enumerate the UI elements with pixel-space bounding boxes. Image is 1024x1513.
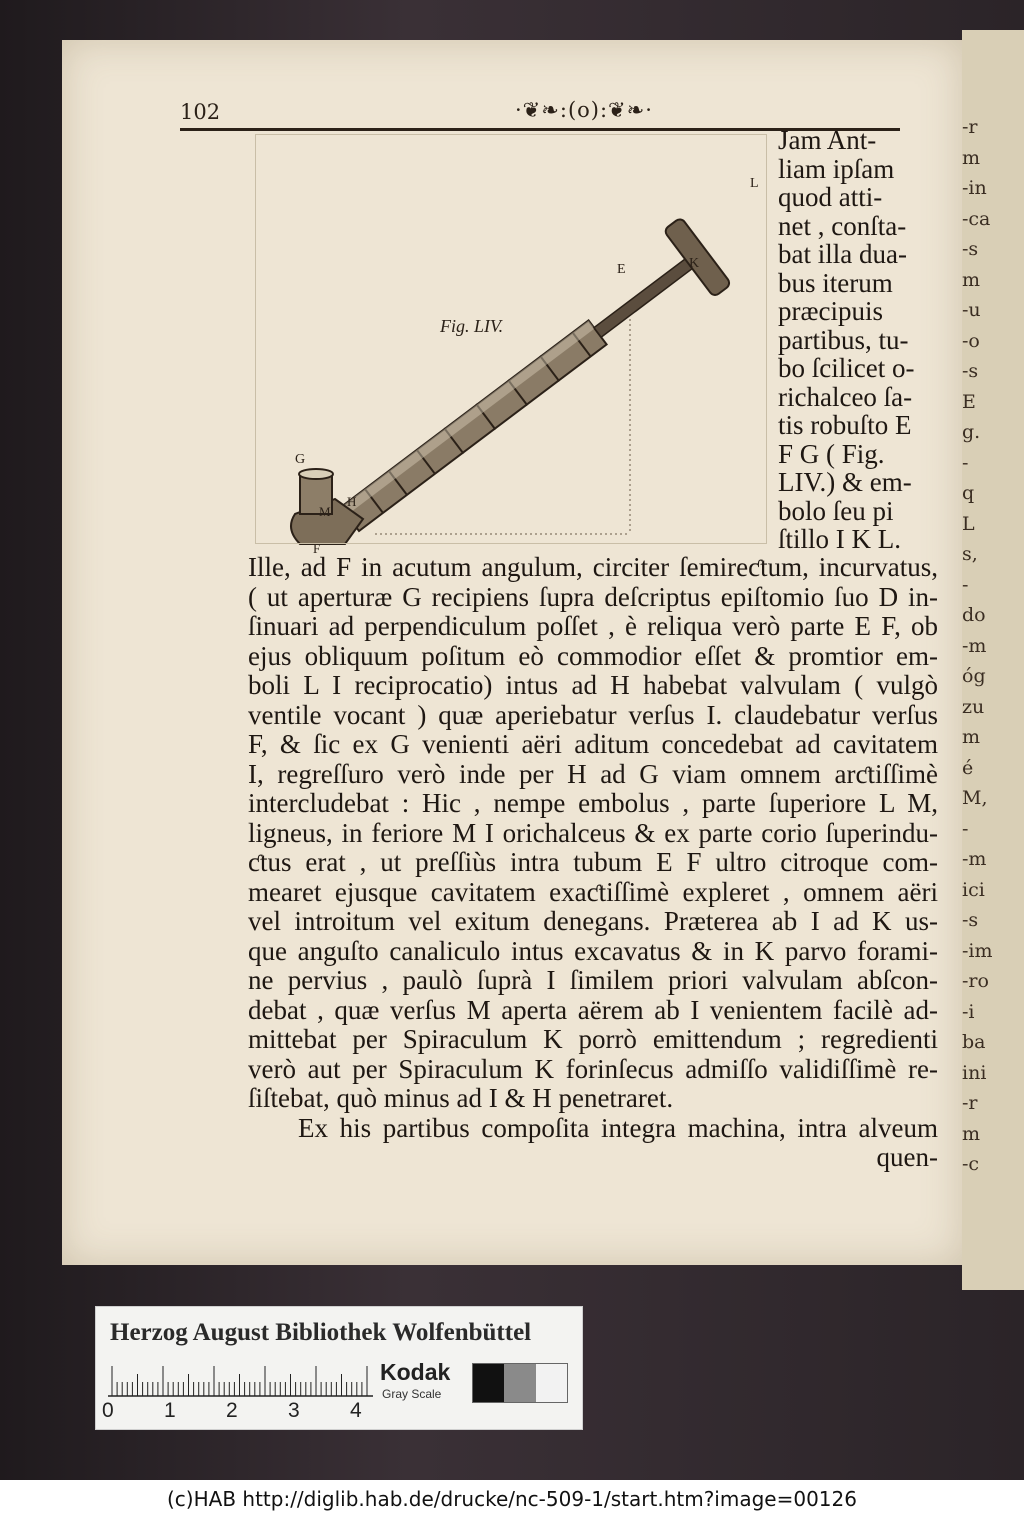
side-text-line: richalceo ſa- xyxy=(778,381,913,412)
facing-page-fragment: - xyxy=(962,817,969,840)
label-H: H xyxy=(347,494,357,509)
facing-page-fragment: -s xyxy=(962,238,979,260)
facing-page-fragment: m xyxy=(962,268,981,291)
color-target-card xyxy=(95,1306,583,1430)
facing-page-edge xyxy=(962,30,1024,1290)
facing-page-fragment: é xyxy=(962,756,974,779)
facing-page-fragment: -im xyxy=(962,939,993,962)
facing-page-fragment: -s xyxy=(962,909,979,931)
side-text-line: ſtillo I K L. xyxy=(778,524,901,554)
facing-page-fragment: ici xyxy=(962,878,985,901)
ruler-numbers xyxy=(102,1399,372,1423)
side-text-line: præcipuis xyxy=(778,296,883,326)
facing-page-fragment: m xyxy=(962,146,981,169)
facing-page-fragment: do xyxy=(962,604,986,626)
side-text-line: bolo ſeu pi xyxy=(778,495,894,526)
facing-page-fragment: M, xyxy=(962,787,988,809)
main-text-line: boli L I reciprocatio) intus ad H habebat valvulam ( vulgò xyxy=(248,670,938,700)
side-text-line: F G ( Fig. xyxy=(778,438,885,469)
facing-page-fragment: -in xyxy=(962,177,987,199)
ruler-number: 4 xyxy=(350,1399,362,1422)
facing-page-fragment: - xyxy=(962,451,969,474)
header-ornament: ·❦❧:(o):❦❧· xyxy=(515,98,653,122)
label-K: K xyxy=(689,256,700,271)
facing-page-fragment: -m xyxy=(962,634,987,657)
side-text-line: quod atti- xyxy=(778,182,883,212)
side-text-column xyxy=(778,126,943,554)
facing-page-fragment: -u xyxy=(962,299,981,321)
facing-page-fragment: q xyxy=(962,482,975,504)
kodak-logo: Kodak xyxy=(380,1359,451,1385)
facing-page-fragment: m xyxy=(962,726,981,748)
facing-page-fragment: - xyxy=(962,573,969,596)
gray-patches xyxy=(472,1363,568,1403)
source-caption: (c)HAB http://diglib.hab.de/drucke/nc-509-1/start.htm?image=00126 xyxy=(0,1486,1024,1513)
figure-caption: Fig. LIV. xyxy=(440,316,504,336)
main-text-line: I, regreſſuro verò inde per H ad G viam omnem arƈtiſſimè xyxy=(248,758,938,789)
facing-page-fragment: m xyxy=(962,1122,981,1145)
facing-page-fragment: g. xyxy=(962,421,981,443)
label-G: G xyxy=(295,452,306,467)
gray-patch xyxy=(504,1364,535,1402)
plate-frame xyxy=(255,134,767,544)
scale-ruler xyxy=(108,1363,373,1397)
main-text-line: ejus obliquum poſitum eò commodior eſſet & promtior em- xyxy=(248,640,938,671)
main-text-column xyxy=(248,553,938,1173)
main-text-line: F, & ſic ex G venienti aëri aditum concedebat ad cavitatem xyxy=(248,729,938,759)
side-text-line: bus iterum xyxy=(778,267,893,298)
main-text-line: que anguſto canaliculo intus excavatus & in K parvo forami- xyxy=(248,935,938,966)
gray-scale-label: Gray Scale xyxy=(382,1387,442,1401)
page-number: 102 xyxy=(180,100,221,124)
facing-page-fragment: -i xyxy=(962,1000,975,1023)
ruler-number: 3 xyxy=(288,1399,300,1422)
facing-page-fragment: -o xyxy=(962,329,980,352)
main-text-line: ſiſtebat, quò minus ad I & H penetraret. xyxy=(248,1083,674,1113)
ruler-number: 1 xyxy=(164,1399,176,1422)
page-header xyxy=(180,62,940,132)
facing-page-fragment: -s xyxy=(962,360,979,382)
side-text-line: bo ſcilicet o- xyxy=(778,353,915,383)
facing-page-fragment: ba xyxy=(962,1031,986,1053)
main-text-line: mearet ejusque cavitatem exaƈtiſſimè expleret , omnem aëri xyxy=(248,876,938,907)
facing-page-fragment: L xyxy=(962,512,975,535)
main-text-line: ne pervius , paulò ſuprà I ſimilem priori valvulam abſcon- xyxy=(248,965,938,995)
main-text-line: ſinuari ad perpendiculum poſſet , è reliqua verò parte E F, ob xyxy=(248,611,938,641)
ruler-number: 0 xyxy=(102,1399,114,1422)
library-name: Herzog August Bibliothek Wolfenbüttel xyxy=(110,1319,532,1346)
label-L: L xyxy=(750,176,759,191)
ruler-number: 2 xyxy=(226,1399,238,1422)
facing-page-fragment: óg xyxy=(962,665,986,687)
side-text-line: tis robuſto E xyxy=(778,410,912,440)
facing-page-fragment: zu xyxy=(962,695,985,718)
side-text-line: partibus, tu- xyxy=(778,324,909,355)
closing-text-line: quen- xyxy=(876,1142,938,1172)
facing-page-fragment: -ca xyxy=(962,207,991,230)
facing-page-fragment: s, xyxy=(962,543,978,565)
label-E: E xyxy=(617,262,626,277)
main-text-line: ligneus, in feriore M I orichalceus & ex parte corio ſuperindu- xyxy=(248,817,938,848)
main-text-line: ventile vocant ) quæ aperiebatur verſus I. claudebatur verſus xyxy=(248,699,938,730)
side-text-line: LIV.) & em- xyxy=(778,467,912,497)
main-text-line: debat , quæ verſus M aperta aërem ab I venientem facilè ad- xyxy=(248,994,938,1025)
facing-page-fragment: -m xyxy=(962,848,987,870)
main-text-line: verò aut per Spiraculum K forinſecus admiſſo validiſſimè re- xyxy=(248,1053,938,1084)
main-text-line: ( ut aperturæ G recipiens ſupra deſcriptus epiſtomio ſuo D in- xyxy=(248,581,938,612)
facing-page-fragment: -r xyxy=(962,116,978,138)
main-text-line: Ille, ad F in acutum angulum, circiter ſemireƈtum, incurvatus, xyxy=(248,552,938,582)
engraving-plate xyxy=(255,134,767,554)
gray-patch xyxy=(473,1364,504,1402)
side-text-line: net , conſta- xyxy=(778,210,907,241)
facing-page-fragment: -c xyxy=(962,1153,980,1175)
main-text-line: vel introitum vel exitum denegans. Præterea ab I ad K us- xyxy=(248,906,938,936)
closing-text-line: Ex his partibus compoſita integra machina, intra alveum xyxy=(298,1112,938,1143)
facing-page-fragment: ini xyxy=(962,1061,987,1084)
main-text-line: ƈtus erat , ut preſſiùs intra tubum E F ultro citroque com- xyxy=(248,847,938,877)
facing-page-fragment: -ro xyxy=(962,970,989,992)
facing-page-fragment: -r xyxy=(962,1092,978,1114)
side-text-line: Jam Ant- xyxy=(778,125,877,155)
main-text-line: mittebat per Spiraculum K porrò emittendum ; regredienti xyxy=(248,1024,938,1054)
label-F: F xyxy=(313,541,321,556)
side-text-line: bat illa dua- xyxy=(778,239,907,269)
label-M: M xyxy=(319,504,331,519)
side-text-line: liam ipſam xyxy=(778,153,895,184)
main-text-line: intercludebat : Hic , nempe embolus , parte ſuperiore L M, xyxy=(248,788,938,818)
gray-patch xyxy=(536,1364,567,1402)
facing-page-fragment: E xyxy=(962,390,976,413)
